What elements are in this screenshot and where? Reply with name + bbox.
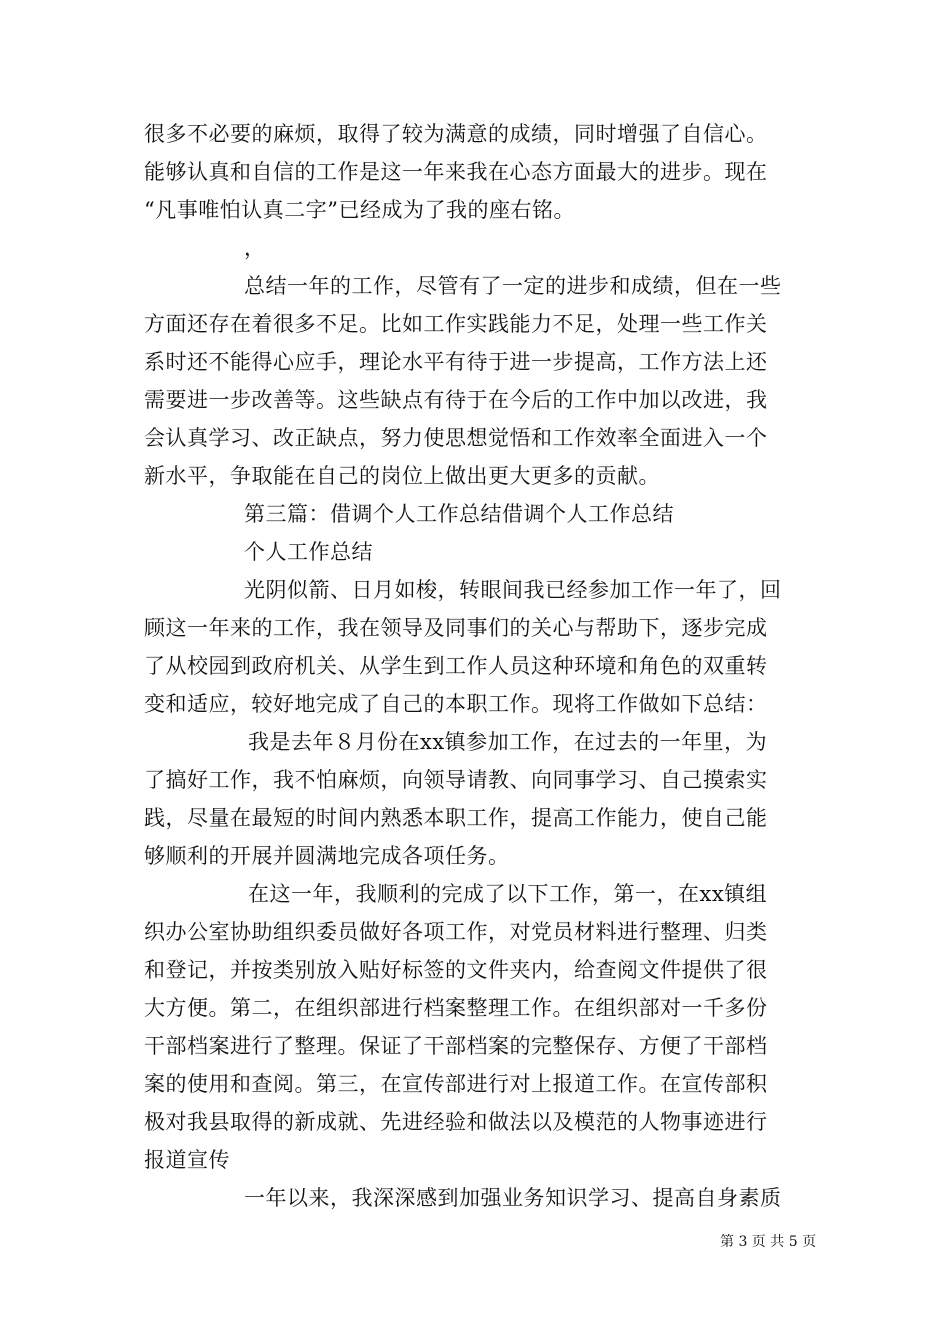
subheading: 个人工作总结: [244, 540, 373, 564]
text-line: 极对我县取得的新成就、先进经验和做法以及模范的人物事迹进行: [144, 1110, 768, 1134]
page-number: 第 3 页 共 5 页: [720, 1234, 817, 1250]
text-line: 践，尽量在最短的时间内熟悉本职工作，提高工作能力，使自己能: [144, 806, 768, 830]
text-line: 在这一年，我顺利的完成了以下工作，第一，在xx镇组: [248, 882, 768, 906]
text-line: 和登记，并按类别放入贴好标签的文件夹内，给查阅文件提供了很: [144, 958, 768, 982]
text-line: 能够认真和自信的工作是这一年来我在心态方面最大的进步。现在: [144, 160, 768, 184]
text-line: 光阴似箭、日月如梭，转眼间我已经参加工作一年了，回: [244, 578, 782, 602]
text-line: 报道宣传: [144, 1148, 230, 1172]
text-line: 大方便。第二，在组织部进行档案整理工作。在组织部对一千多份: [144, 996, 768, 1020]
text-line: 够顺利的开展并圆满地完成各项任务。: [144, 844, 510, 868]
text-line: 织办公室协助组织委员做好各项工作，对党员材料进行整理、归类: [144, 920, 768, 944]
text-line: “凡事唯怕认真二字”已经成为了我的座右铭。: [144, 198, 575, 222]
text-line: 干部档案进行了整理。保证了干部档案的完整保存、方便了干部档: [144, 1034, 768, 1058]
text-line: ，: [244, 236, 266, 260]
text-line: 需要进一步改善等。这些缺点有待于在今后的工作中加以改进，我: [144, 388, 768, 412]
text-line: 总结一年的工作，尽管有了一定的进步和成绩，但在一些: [244, 274, 782, 298]
text-line: 顾这一年来的工作，我在领导及同事们的关心与帮助下，逐步完成: [144, 616, 768, 640]
text-line: 新水平，争取能在自己的岗位上做出更大更多的贡献。: [144, 464, 660, 488]
text-line: 一年以来，我深深感到加强业务知识学习、提高自身素质: [244, 1186, 782, 1210]
text-line: 了搞好工作，我不怕麻烦，向领导请教、向同事学习、自己摸索实: [144, 768, 768, 792]
section-heading: 第三篇：借调个人工作总结借调个人工作总结: [244, 502, 674, 526]
text-line: 变和适应，较好地完成了自己的本职工作。现将工作做如下总结：: [144, 692, 768, 716]
text-line: 系时还不能得心应手，理论水平有待于进一步提高，工作方法上还: [144, 350, 768, 374]
text-line: 很多不必要的麻烦，取得了较为满意的成绩，同时增强了自信心。: [144, 122, 768, 146]
text-line: 案的使用和查阅。第三，在宣传部进行对上报道工作。在宣传部积: [144, 1072, 768, 1096]
text-line: 方面还存在着很多不足。比如工作实践能力不足，处理一些工作关: [144, 312, 768, 336]
text-line: 了从校园到政府机关、从学生到工作人员这种环境和角色的双重转: [144, 654, 768, 678]
text-line: 会认真学习、改正缺点，努力使思想觉悟和工作效率全面进入一个: [144, 426, 768, 450]
text-line: 我是去年８月份在xx镇参加工作，在过去的一年里，为: [248, 730, 768, 754]
